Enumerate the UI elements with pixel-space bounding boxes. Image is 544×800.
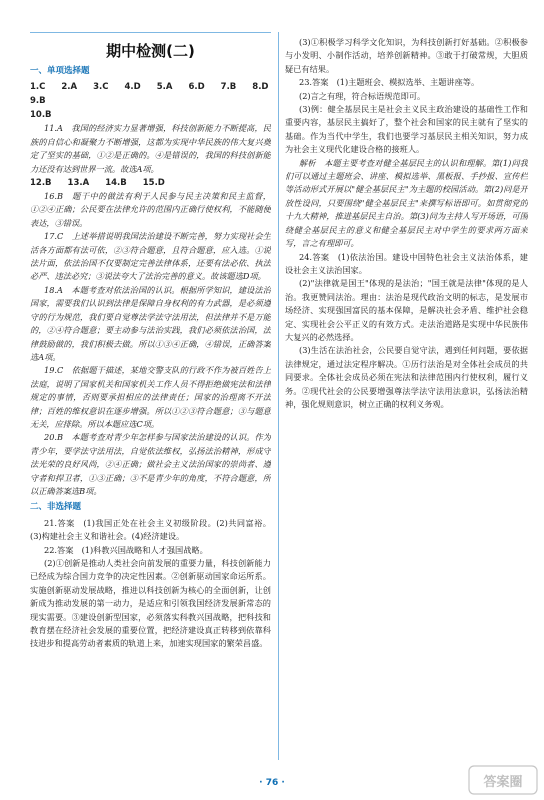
- right-flow: [285, 36, 528, 411]
- answer-item: 14.B: [105, 178, 127, 189]
- answer-q23-part3: (3)例：健全基层民主是社会主义民主政治建设的基础性工作和重要内容，基层民主搞好了，整个社会和国家的民主就有了坚实的基础。作为当代中学生，我们也要学习基层民主相关知识，努力成为社会主义现代化建设合格的接班人。: [285, 104, 528, 155]
- answer-q22-part1: 22.答案 (1)科教兴国战略和人才强国战略。: [44, 544, 208, 555]
- answer-q24-part3: (3)生活在法治社会，公民要自觉守法，遇到任何问题，要依据法律规定，通过法定程序解决。①历行法治是对全体社会成员的共同要求。全体社会成员必须在宪法和法律范围内行使权利，履行义务。②现代社会的公民要增强尊法学法守法用法意识，弘扬法治精神，强化规则意识，树立正确的权利义务观。: [285, 345, 528, 409]
- answer-item: 4.D: [124, 82, 141, 93]
- right-column: [285, 0, 528, 770]
- answer-q22-part3: (3)①积极学习科学文化知识，为科技创新打好基础。②积极参与小发明、小制作活动，培养创新精神。③敢于打破常规，大胆质疑已有结果。: [285, 37, 528, 74]
- explanation-q16: 16.B 题干中的做法有利于人民参与民主决策和民主监督，①②④正确；公民要在法律允许的范围内正确行使权利，不能随便表达，③错误。: [30, 191, 271, 228]
- answer-item: 13.A: [67, 178, 90, 189]
- answer-q21: 21.答案 (1)我国正处在社会主义初级阶段。(2)共同富裕。(3)构建社会主义和谐社会。(4)经济建设。: [30, 517, 271, 542]
- explanation-q11: 11.A 我国的经济实力显著增强，科技创新能力不断提高，民族的自信心和凝聚力不断增强，这都为实现中华民族的伟大复兴奠定了坚实的基础，①②是正确的。④是错误的，我国的科技创新能力还没有达到世界一流。故选A项。: [30, 123, 271, 174]
- answer-item: 12.B: [30, 178, 52, 189]
- page-title: 期中检测(二): [106, 42, 195, 60]
- left-column: [30, 0, 271, 770]
- explanation-q18: 18.A 本题考查对依法治国的认识。根据所学知识，建设法治国家，需要我们认识到法律是保障自身权利的有力武器，是必须遵守的行为规范，我们要自觉尊法学法守法用法，但法律并不是万能的，②④符合题意；要主动参与法治实践，我们必须依法治国，法律鼓励做的，我们积极去做。所以①③④正确，④错误，正确答案选A项。: [30, 284, 271, 362]
- column-divider: [278, 32, 279, 760]
- answer-row-2: [30, 108, 271, 122]
- left-flow: [30, 62, 271, 651]
- answer-item: 9.B: [30, 96, 46, 107]
- answer-item: 10.B: [30, 110, 52, 121]
- answer-item: 6.D: [188, 82, 205, 93]
- explanation-q17: 17.C 上述举措说明我国法治建设不断完善，努力实现社会生活各方面都有法可依，②③符合题意，且符合题意，应入选。①说法片面，依法治国不仅要制定完善法律体系，还要有法必依、执法必严、违法必究；③说法夸大了法治完善的意义。故该题选D项。: [30, 231, 271, 282]
- page-number: · 76 ·: [259, 778, 285, 788]
- answer-item: 1.C: [30, 82, 46, 93]
- answer-q23-part2: (2)言之有理，符合标语规范即可。: [299, 90, 426, 101]
- explanation-q20: 20.B 本题考查对青少年怎样参与国家法治建设的认识。作为青少年，要学法守法用法，自觉依法维权，弘扬法治精神，形成守法光荣的良好风尚，②④正确；做社会主义法治国家的崇尚者、遵守者和捍卫者，①③正确；③不是青少年的角度，不符合题意，所以正确答案选B项。: [30, 432, 271, 496]
- watermark-text: 答案圈: [483, 775, 523, 790]
- answer-row-3: [30, 176, 271, 190]
- answer-item: 3.C: [93, 82, 109, 93]
- answer-item: 7.B: [220, 82, 237, 93]
- answer-row-1: [30, 80, 271, 108]
- analysis-q23: 解析 本题主要考查对健全基层民主的认识和理解。第(1)问我们可以通过主题班会、讲座、模拟选举、黑板报、手抄报、宣传栏等活动形式开展以"健全基层民主"为主题的校园活动。第(2)问是开放性设问，只要围绕"健全基层民主"来撰写标语即可。如贯彻党的十九大精神，推进基层民主自治。第(3)问为主持人写开场语，可围绕健全基层民主的意义和健全基层民主对中学生的要求两方面来写，言之有理即可。: [285, 157, 528, 249]
- answer-q24-part1: 24.答案 (1)依法治国。建设中国特色社会主义法治体系，建设社会主义法治国家。: [285, 251, 528, 275]
- section-heading-non-choice: 二、非选择题: [30, 502, 82, 513]
- explanation-q19: 19.C 依据题干描述，某地交警支队的行政不作为被百姓告上法庭，说明了国家机关和国家机关工作人员不得拒绝做宪法和法律规定的事情，否则要承担相应的法律责任；国家的治理离不开法律；百姓的维权意识在逐步增强。所以①②③符合题意；③与题意无关，应排除。所以本题应选C项。: [30, 365, 271, 429]
- answer-item: 8.D: [252, 82, 269, 93]
- section-heading-single-choice: 一、单项选择题: [30, 66, 90, 76]
- answer-q24-part2: (2)"法律就是国王"体现的是法治；"国王就是法律"体现的是人治。我更赞同法治。理由：法治是现代政治文明的标志，是发展市场经济、实现强国富民的基本保障，是解决社会矛盾、维护社会稳定、实现社会公平正义的有效方式。走法治道路是实现中华民族伟大复兴的必然选择。: [285, 278, 528, 342]
- answer-q23-part1: 23.答案 (1)主题班会、模拟选举、主题讲座等。: [299, 77, 480, 88]
- answer-item: 15.D: [142, 178, 165, 189]
- answer-q22-part2: (2)①创新是推动人类社会向前发展的重要力量，科技创新能力已经成为综合国力竞争的决定性因素。②创新驱动国家命运所系。实施创新驱动发展战略，推进以科技创新为核心的全面创新，让创新成为推动发展的第一动力，是适应和引领我国经济发展新常态的现实需要。③建设创新型国家，必须落实科教兴国战略，把科技和教育摆在经济社会发展的重要位置，把经济建设真正转移到依靠科技进步和提高劳动者素质的轨道上来，加速实现国家的繁荣昌盛。: [30, 558, 271, 649]
- watermark-logo: [468, 762, 538, 798]
- answer-item: 2.A: [61, 82, 78, 93]
- answer-item: 5.A: [156, 82, 173, 93]
